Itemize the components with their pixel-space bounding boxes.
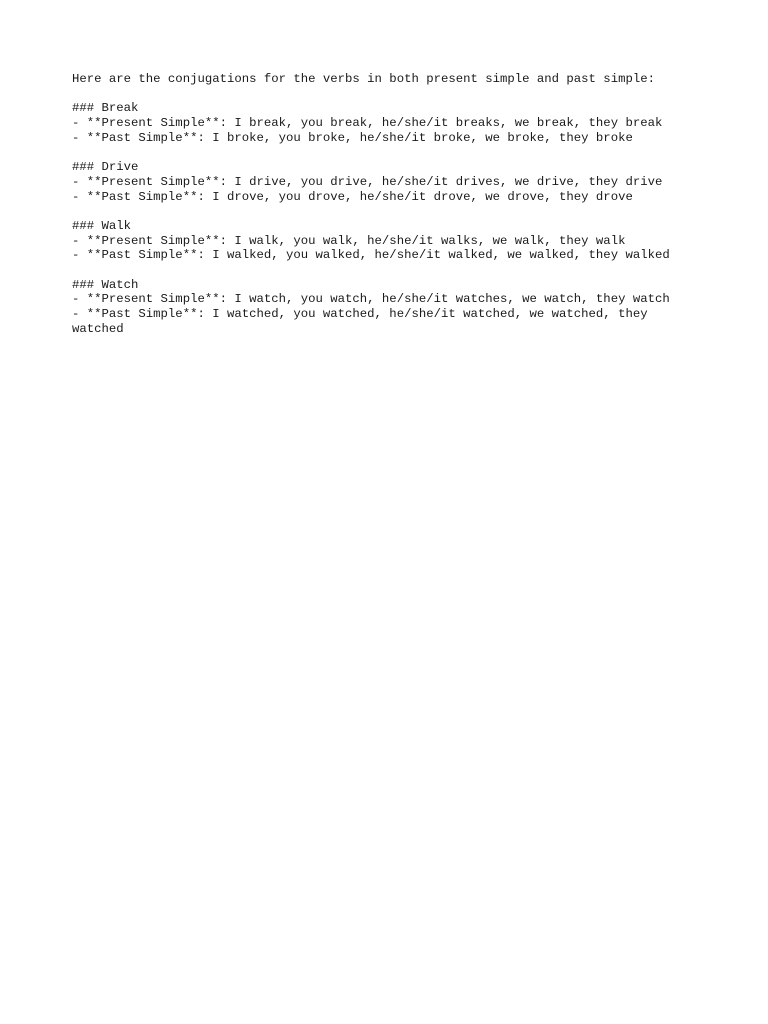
section-walk bbox=[72, 219, 696, 263]
present-simple-line: - **Present Simple**: I drive, you drive, he/she/it drives, we drive, they drive bbox=[72, 174, 663, 189]
section-heading: ### Drive bbox=[72, 160, 139, 175]
past-simple-line: - **Past Simple**: I walked, you walked, he/she/it walked, we walked, they walked bbox=[72, 248, 670, 263]
present-simple-line: - **Present Simple**: I break, you break, he/she/it breaks, we break, they break bbox=[72, 116, 663, 131]
present-simple-line: - **Present Simple**: I watch, you watch, he/she/it watches, we watch, they watch bbox=[72, 292, 670, 307]
present-simple-line: - **Present Simple**: I walk, you walk, he/she/it walks, we walk, they walk bbox=[72, 233, 626, 248]
past-simple-line: - **Past Simple**: I broke, you broke, he/she/it broke, we broke, they broke bbox=[72, 130, 633, 145]
section-drive bbox=[72, 160, 696, 204]
section-heading: ### Watch bbox=[72, 277, 139, 292]
section-heading: ### Break bbox=[72, 101, 139, 116]
intro-text: Here are the conjugations for the verbs in both present simple and past simple: bbox=[72, 72, 655, 86]
past-simple-line: - **Past Simple**: I watched, you watched, he/she/it watched, we watched, they watched bbox=[72, 307, 655, 336]
section-watch bbox=[72, 278, 696, 337]
section-break bbox=[72, 101, 696, 145]
past-simple-line: - **Past Simple**: I drove, you drove, he/she/it drove, we drove, they drove bbox=[72, 189, 633, 204]
document-body bbox=[72, 72, 696, 337]
section-heading: ### Walk bbox=[72, 218, 132, 233]
